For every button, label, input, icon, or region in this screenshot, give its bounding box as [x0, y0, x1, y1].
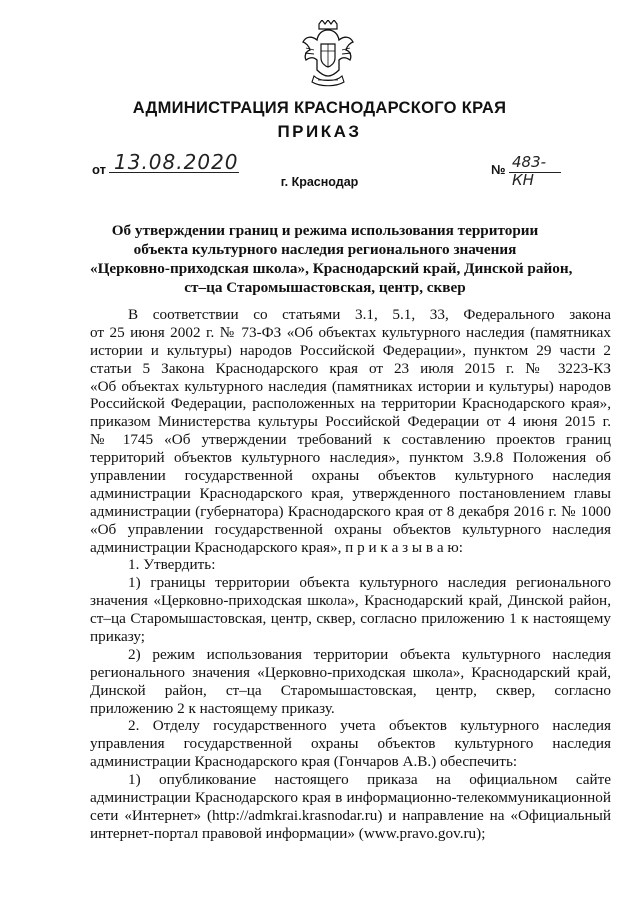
subject-line: «Церковно-приходская школа», Краснодарский край, Динской район, [90, 260, 573, 277]
number-label: № [491, 162, 506, 177]
body-line: 2. Отделу государственного учета объектов культурного наследия [128, 717, 611, 735]
body-line: В соответствии со статьями 3.1, 5.1, 33, Федерального закона [128, 306, 611, 323]
body-line: Российской Федерации, расположенных на территории Краснодарского края», [90, 395, 611, 413]
body-line: управлении государственной охраны объектов культурного наследия [90, 467, 611, 485]
body-line: Динской район, ст–ца Старомышастовская, центр, сквер, согласно [90, 681, 611, 699]
document-type: ПРИКАЗ [277, 122, 362, 141]
body-line: «Об объектах культурного наследия (памятниках истории и культуры) народов [90, 377, 611, 395]
body-line: интернет-портал правовой информации» (www.pravo.gov.ru); [90, 824, 486, 842]
body-line: регионального значения «Церковно-приходская школа», Краснодарский край, [90, 663, 611, 681]
body-line: истории и культуры) народов Российской Федерации», пунктом 29 части 2 [90, 341, 611, 359]
body-line: приказом Министерства культуры Российской Федерации от 4 июня 2015 г. [90, 413, 611, 431]
body-line: территорий объектов культурного наследия», пунктом 3.9.8 Положения об [90, 449, 611, 467]
date-label: от [92, 162, 106, 177]
subject-line: Об утверждении границ и режима использования территории [111, 222, 539, 239]
body-line: от 25 июня 2002 г. № 73-ФЗ «Об объектах культурного наследия (памятниках [90, 323, 611, 341]
body-line: 1) границы территории объекта культурного наследия регионального [128, 574, 611, 592]
organization-title: АДМИНИСТРАЦИЯ КРАСНОДАРСКОГО КРАЯ [132, 99, 507, 117]
body-line: администрации Краснодарского края», п р и к а з ы в а ю: [90, 538, 463, 556]
body-line: управления государственной охраны объектов культурного наследия [90, 735, 611, 753]
coat-of-arms-emblem [300, 20, 356, 88]
body-line: «Об управлении государственной охраны объектов культурного наследия [90, 520, 611, 538]
body-line: значения «Церковно-приходская школа», Краснодарский край, Динской район, [90, 592, 611, 610]
order-subject [90, 221, 573, 297]
body-line: администрации Краснодарского края, утвержденного постановлением главы [90, 484, 611, 502]
body-line: сети «Интернет» (http://admkrai.krasnodar.ru) и направление на «Официальный [90, 806, 611, 824]
body-line: приложению 2 к настоящему приказу. [90, 699, 335, 717]
body-line: администрации Краснодарского края в информационно-телекоммуникационной [90, 789, 611, 807]
body-line: приказу; [90, 628, 146, 646]
body-line: 2) режим использования территории объекта культурного наследия [128, 645, 611, 663]
subject-line: объекта культурного наследия регионального значения [133, 241, 517, 258]
handwritten-date: 13.08.2020 [114, 150, 239, 174]
body-line: администрации Краснодарского края (Гончаров А.В.) обеспечить: [90, 753, 518, 771]
handwritten-number: 483-КН [512, 153, 547, 189]
body-line: 1. Утвердить: [128, 556, 216, 574]
body-line: администрации (губернатора) Краснодарского края от 8 декабря 2016 г. № 1000 [90, 502, 611, 520]
body-line: ст–ца Старомышастовская, центр, сквер, согласно приложению 1 к настоящему [90, 610, 611, 628]
subject-line: ст–ца Старомышастовская, центр, сквер [184, 279, 466, 296]
body-line: статьи 5 Закона Краснодарского края от 23 июля 2015 г. № 3223-КЗ [90, 359, 611, 377]
order-body [90, 306, 611, 843]
body-line: № 1745 «Об утверждении требований к составлению проектов границ [90, 431, 611, 449]
body-line: 1) опубликование настоящего приказа на официальном сайте [128, 771, 611, 789]
city-line: г. Краснодар [280, 175, 359, 189]
